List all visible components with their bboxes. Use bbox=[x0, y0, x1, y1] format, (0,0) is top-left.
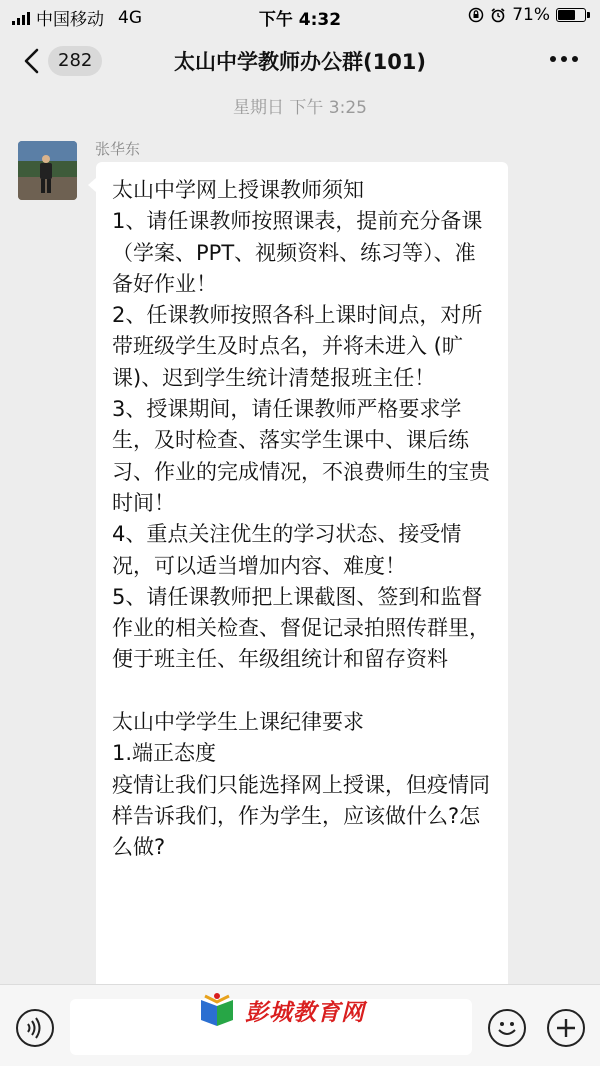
message-bubble[interactable] bbox=[96, 162, 508, 1062]
battery-icon bbox=[556, 8, 586, 22]
add-more-button[interactable] bbox=[547, 1009, 585, 1047]
watermark-text: 彭城教育网 bbox=[245, 999, 365, 1026]
nav-bar bbox=[0, 32, 600, 92]
unread-count-badge[interactable]: 282 bbox=[48, 46, 102, 76]
battery-fill bbox=[558, 10, 575, 20]
message-text: 太山中学网上授课教师须知 1、请任课教师按照课表，提前充分备课（学案、PPT、视频资料、练习等）、准备好作业！ 2、任课教师按照各科上课时间点，对所带班级学生及时点名，并将未进入 (旷课)、迟到学生统计清楚报班主任！ 3、授课期间，请任课教师严格要求学生，及时检查、落实学生课中、课后练习、作业的完成情况，不浪费师生的宝贵时间！ 4、重点关注优生的学习状态、接受情况，可以适当增加内容、难度！ 5、请任课教师把上课截图、签到和监督作业的相关检查、督促记录拍照传群里，便于班主任、年级组统计和留存资料 太山中学学生上课纪律要求 1.端正态度 疫情让我们只能选择网上授课，但疫情同样告诉我们，作为学生，应该做什么?怎么做? bbox=[112, 178, 490, 860]
clock: 下午 4:32 bbox=[258, 10, 342, 30]
status-bar bbox=[0, 0, 600, 32]
orientation-lock-icon bbox=[468, 7, 484, 23]
plus-icon bbox=[549, 1011, 583, 1045]
more-options-icon[interactable] bbox=[550, 56, 578, 62]
voice-button[interactable] bbox=[16, 1009, 54, 1047]
emoji-icon bbox=[490, 1011, 524, 1045]
status-right bbox=[468, 5, 586, 25]
voice-icon bbox=[18, 1011, 52, 1045]
message-timestamp: 星期日 下午 3:25 bbox=[233, 98, 367, 118]
battery-percent: 71% bbox=[512, 5, 550, 25]
watermark bbox=[197, 985, 407, 1035]
alarm-icon bbox=[490, 7, 506, 23]
network-label: 4G bbox=[118, 7, 142, 28]
carrier-label: 中国移动 bbox=[36, 10, 104, 30]
sender-name: 张华东 bbox=[95, 140, 141, 158]
emoji-button[interactable] bbox=[488, 1009, 526, 1047]
avatar-photo bbox=[18, 141, 77, 200]
watermark-logo-icon bbox=[197, 990, 237, 1030]
chat-title: 太山中学教师办公群(101) bbox=[173, 50, 427, 74]
avatar[interactable] bbox=[18, 141, 77, 200]
